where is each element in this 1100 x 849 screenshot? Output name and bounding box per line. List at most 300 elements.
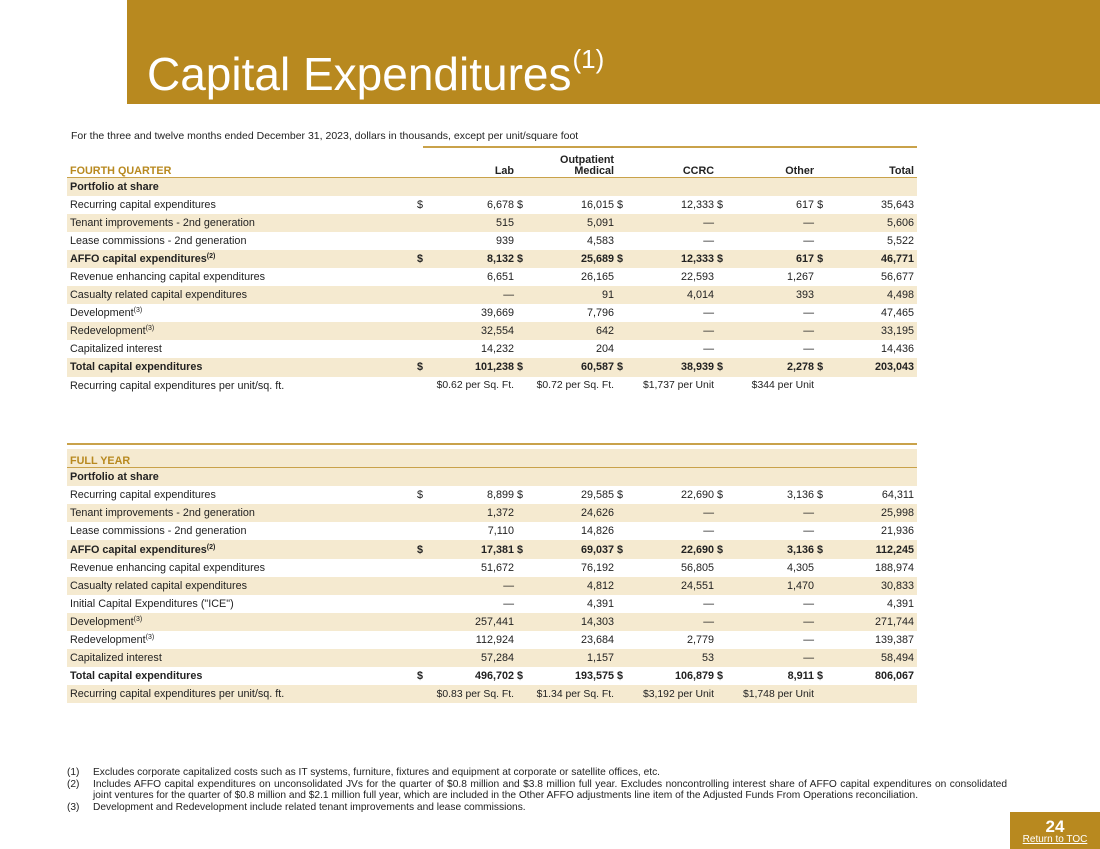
currency-symbol: $ [517,670,524,683]
value-cell: 26,165 [581,271,615,284]
value-cell: 57,284 [480,652,514,665]
currency-symbol [817,613,829,631]
section-divider-line [67,443,917,445]
value-cell: 30,833 [881,579,915,592]
value-cell: 1,157 [586,652,614,665]
value-cell: 939 [496,234,515,247]
currency-symbol [717,268,729,286]
row-label: Lease commissions - 2nd generation [70,234,247,247]
value-cell: 4,391 [887,597,915,610]
per-unit-value: $1.34 per Sq. Ft. [536,688,614,700]
currency-symbol [717,286,729,304]
value-cell: 33,195 [881,325,915,338]
value-cell: 35,643 [881,198,915,211]
currency-symbol [817,522,829,540]
row-label: Capitalized interest [70,652,162,665]
currency-symbol [417,559,429,577]
value-cell: 4,498 [887,289,915,302]
value-cell: 3,136 [786,489,814,502]
currency-symbol [517,232,529,250]
currency-symbol [517,522,529,540]
value-cell: 112,245 [875,543,915,556]
value-cell: 12,333 [681,252,715,265]
table-row [67,286,917,304]
value-cell: 58,494 [881,652,915,665]
value-cell: — [803,615,814,628]
currency-symbol: $ [517,361,524,374]
value-cell: 46,771 [881,252,915,265]
per-unit-row [67,685,917,703]
currency-symbol [517,268,529,286]
currency-symbol [517,595,529,613]
currency-symbol: $ [717,361,724,374]
currency-symbol [417,232,429,250]
currency-symbol: $ [817,252,824,265]
value-cell: 51,672 [480,561,514,574]
currency-symbol [417,468,429,487]
currency-symbol [417,649,429,667]
currency-symbol [717,232,729,250]
value-cell: 21,936 [881,525,915,538]
value-cell: 806,067 [875,670,915,683]
value-cell: 112,924 [475,633,514,646]
currency-symbol [617,504,629,522]
value-cell: 22,593 [681,271,715,284]
currency-symbol [817,304,829,322]
row-label: Portfolio at share [70,180,159,193]
currency-symbol [617,340,629,358]
per-unit-value: $1,748 per Unit [742,688,814,700]
table-row [67,522,917,540]
currency-symbol [517,177,529,196]
value-cell: 106,879 [674,670,714,683]
currency-symbol [617,613,629,631]
column-header-total: Total [889,164,915,177]
currency-symbol [517,214,529,232]
value-cell: 29,585 [580,489,614,502]
value-cell: 204 [596,343,615,356]
currency-symbol [817,595,829,613]
value-cell: 60,587 [581,361,615,374]
currency-symbol [717,522,729,540]
row-label: Portfolio at share [70,471,159,484]
currency-symbol [817,649,829,667]
value-cell: 496,702 [474,670,514,683]
currency-symbol [617,286,629,304]
row-label: Tenant improvements - 2nd generation [70,216,255,229]
value-cell: 53 [701,652,714,665]
value-cell: 4,305 [786,561,814,574]
value-cell: 16,015 [581,198,615,211]
table-row [67,358,917,376]
row-label: Lease commissions - 2nd generation [70,525,247,538]
value-cell: 139,387 [875,633,915,646]
currency-symbol [617,268,629,286]
row-label: Development$^{(3)}$ [70,307,143,320]
value-cell: 25,998 [881,507,915,520]
value-cell: 1,267 [787,271,815,284]
value-cell: 14,232 [480,343,515,356]
table-row [67,322,917,340]
value-cell: 2,779 [686,633,714,646]
table-row [67,595,917,613]
currency-symbol [617,559,629,577]
currency-symbol [817,232,829,250]
table-row [67,649,917,667]
currency-symbol [817,322,829,340]
per-unit-value: $1,737 per Unit [642,380,715,392]
currency-symbol [417,595,429,613]
value-cell: 1,470 [786,579,814,592]
currency-symbol [817,286,829,304]
row-label: Redevelopment$^{(3)}$ [70,633,155,646]
return-to-toc-link[interactable]: Return to TOC [1022,834,1088,845]
currency-symbol: $ [417,670,424,683]
currency-symbol [617,631,629,649]
value-cell: — [803,525,814,538]
row-label: Capitalized interest [70,343,162,356]
value-cell: 203,043 [875,361,915,374]
row-label: Casualty related capital expenditures [70,289,248,302]
value-cell: 14,436 [881,343,915,356]
value-cell [729,177,817,196]
table-row [67,631,917,649]
row-label: Recurring capital expenditures per unit/sq. ft. [70,379,285,392]
table-row [67,196,917,214]
table-row [67,504,917,522]
currency-symbol [417,177,429,196]
currency-symbol [717,340,729,358]
value-cell: 1,372 [486,507,514,520]
currency-symbol [717,177,729,196]
currency-symbol [417,304,429,322]
value-cell: — [503,579,514,592]
currency-symbol [417,214,429,232]
currency-symbol: $ [617,543,624,556]
row-label: Revenue enhancing capital expenditures [70,561,266,574]
value-cell [829,177,917,196]
row-label: Development$^{(3)}$ [70,615,143,628]
value-cell: 25,689 [581,252,615,265]
value-cell: 4,014 [687,289,715,302]
table-row [67,250,917,268]
currency-symbol: $ [517,198,524,211]
currency-symbol: $ [717,543,724,556]
section-divider-line [423,146,917,148]
value-cell: 32,554 [480,325,515,338]
currency-symbol [617,214,629,232]
value-cell: 8,899 [486,489,514,502]
row-label: AFFO capital expenditures$^{(2)}$ [70,543,216,556]
row-label: Recurring capital expenditures per unit/sq. ft. [70,688,285,701]
currency-symbol [817,559,829,577]
currency-symbol [617,522,629,540]
value-cell: 617 [796,198,815,211]
per-unit-value: $3,192 per Unit [642,688,714,700]
value-cell: — [703,343,715,356]
table-row [67,667,917,685]
currency-symbol [717,649,729,667]
value-cell [429,468,517,487]
currency-symbol [417,631,429,649]
value-cell: — [803,507,814,520]
value-cell: 64,311 [881,489,915,502]
value-cell: — [803,597,814,610]
currency-symbol [717,613,729,631]
value-cell: 515 [496,216,515,229]
currency-symbol [417,340,429,358]
full-year-rows [67,468,917,704]
currency-symbol: $ [817,361,824,374]
value-cell: 12,333 [681,198,715,211]
value-cell: — [803,343,815,356]
value-cell: 257,441 [474,615,514,628]
currency-symbol [717,214,729,232]
currency-symbol: $ [417,361,424,374]
currency-symbol [817,631,829,649]
value-cell: 193,575 [574,670,614,683]
value-cell: — [503,289,515,302]
value-cell: — [703,325,715,338]
table-row [67,577,917,595]
currency-symbol: $ [617,252,624,265]
currency-symbol: $ [617,489,624,502]
section-label: FULL YEAR [70,455,131,468]
currency-symbol [517,577,529,595]
row-label: Total capital expenditures [70,670,203,683]
value-cell: — [503,597,514,610]
value-cell [629,468,717,487]
value-cell: 7,110 [487,525,514,538]
table-row [67,340,917,358]
currency-symbol: $ [817,543,824,556]
value-cell: — [703,525,714,538]
value-cell: 4,391 [586,597,614,610]
table-row [67,214,917,232]
table-row [67,232,917,250]
currency-symbol [517,322,529,340]
row-label: AFFO capital expenditures$^{(2)}$ [70,252,216,265]
currency-symbol: $ [817,489,824,502]
currency-symbol [817,177,829,196]
currency-symbol [417,268,429,286]
value-cell: 8,911 [787,670,814,683]
currency-symbol: $ [617,198,624,211]
value-cell: — [703,507,714,520]
per-unit-row [67,377,917,395]
footnote: (1) Excludes corporate capitalized costs such as IT systems, furniture, fixtures and equipment at corporate or satellite offices, etc. [67,767,660,778]
value-cell: 642 [596,325,615,338]
currency-symbol [717,595,729,613]
currency-symbol [617,177,629,196]
table-row [67,613,917,631]
currency-symbol [517,631,529,649]
value-cell: 22,690 [680,489,714,502]
value-cell: — [803,216,815,229]
column-header-outpatient-medical: Outpatient Medical [560,153,615,177]
value-cell: 5,522 [887,234,915,247]
value-cell: 47,465 [881,307,915,320]
value-cell: 76,192 [580,561,614,574]
currency-symbol [617,649,629,667]
row-label: Recurring capital expenditures [70,489,216,502]
row-label: Revenue enhancing capital expenditures [70,271,266,284]
value-cell: 101,238 [474,361,515,374]
currency-symbol [817,268,829,286]
value-cell: — [703,307,715,320]
value-cell: 23,684 [580,633,614,646]
value-cell: 24,626 [580,507,614,520]
value-cell: — [703,216,715,229]
currency-symbol: $ [617,670,624,683]
currency-symbol [617,322,629,340]
currency-symbol [717,559,729,577]
value-cell [729,468,817,487]
column-header-lab: Lab [494,164,515,177]
per-unit-value: $0.62 per Sq. Ft. [436,380,515,392]
footnotes [67,767,1007,813]
currency-symbol [517,504,529,522]
row-label: Initial Capital Expenditures ("ICE") [70,597,234,610]
table-row [67,486,917,504]
currency-symbol: $ [717,198,724,211]
currency-symbol [417,577,429,595]
currency-symbol [817,577,829,595]
currency-symbol: $ [417,252,424,265]
currency-symbol [617,577,629,595]
currency-symbol: $ [517,489,524,502]
report-subtitle: For the three and twelve months ended December 31, 2023, dollars in thousands, except per unit/square foot [71,130,579,142]
currency-symbol: $ [517,543,524,556]
table-row [67,468,917,487]
table-row [67,268,917,286]
value-cell: 56,677 [881,271,915,284]
value-cell: 4,812 [586,579,614,592]
currency-symbol: $ [417,543,424,556]
per-unit-value: $0.72 per Sq. Ft. [536,380,615,392]
value-cell: 5,091 [587,216,615,229]
table-row [67,304,917,322]
per-unit-value: $0.83 per Sq. Ft. [436,688,514,700]
value-cell: 69,037 [580,543,614,556]
currency-symbol [717,468,729,487]
currency-symbol: $ [517,252,524,265]
value-cell: 617 [796,252,815,265]
row-label: Tenant improvements - 2nd generation [70,507,255,520]
value-cell: 8,132 [486,252,515,265]
full-year-table [67,449,917,703]
page-number: 24 [1045,817,1065,836]
currency-symbol [517,649,529,667]
currency-symbol [517,304,529,322]
value-cell: 24,551 [680,579,714,592]
currency-symbol [517,559,529,577]
column-header-other: Other [785,164,815,177]
currency-symbol [417,613,429,631]
section-label: FOURTH QUARTER [70,164,172,177]
column-header-ccrc: CCRC [682,164,715,177]
currency-symbol [417,522,429,540]
currency-symbol [717,504,729,522]
value-cell: — [803,234,815,247]
value-cell: — [703,234,715,247]
footnote: (3) Development and Redevelopment include related tenant improvements and lease commissions. [67,801,526,813]
row-label: Casualty related capital expenditures [70,579,248,592]
currency-symbol [517,468,529,487]
value-cell: — [803,325,815,338]
value-cell [529,468,617,487]
table-row [67,559,917,577]
value-cell: 6,678 [486,198,515,211]
value-cell: — [703,615,714,628]
value-cell: 188,974 [875,561,915,574]
currency-symbol [617,232,629,250]
per-unit-value: $344 per Unit [751,380,815,392]
value-cell [629,177,717,196]
value-cell [829,468,917,487]
value-cell: 7,796 [587,307,615,320]
value-cell: 14,303 [580,615,614,628]
currency-symbol [717,304,729,322]
currency-symbol: $ [417,489,424,502]
currency-symbol [517,613,529,631]
footnote: (2) Includes AFFO capital expenditures on unconsolidated JVs for the quarter of $0.8 million and $3.8 million full year. Excludes noncontrolling interest share of AFFO capital expenditures on consolidated joint ventures for the quarter of $0.8 million and $2.1 million full year, which are included in the Other AFFO adjustments line item of the Adjusted Funds From Operations reconciliation. [67,778,1007,802]
value-cell: 4,583 [587,234,615,247]
currency-symbol [717,631,729,649]
value-cell: 6,651 [486,271,515,284]
currency-symbol [817,504,829,522]
value-cell: 2,278 [787,361,815,374]
currency-symbol [717,322,729,340]
table-row [67,177,917,196]
currency-symbol [617,595,629,613]
currency-symbol [617,304,629,322]
currency-symbol [617,468,629,487]
currency-symbol [517,340,529,358]
currency-symbol [517,286,529,304]
page-badge [1010,812,1100,849]
value-cell: 271,744 [875,615,915,628]
currency-symbol: $ [817,670,824,683]
value-cell: 14,826 [580,525,614,538]
currency-symbol [417,504,429,522]
currency-symbol: $ [717,489,724,502]
row-label: Total capital expenditures [70,361,203,374]
value-cell: 17,381 [480,543,514,556]
value-cell: 22,690 [680,543,714,556]
currency-symbol: $ [817,198,824,211]
currency-symbol [417,322,429,340]
row-label: Redevelopment$^{(3)}$ [70,325,155,338]
value-cell: 5,606 [887,216,915,229]
table-row [67,540,917,558]
value-cell: — [803,652,814,665]
currency-symbol [817,340,829,358]
value-cell: — [703,597,714,610]
fourth-quarter-table [67,150,917,395]
currency-symbol: $ [717,670,724,683]
currency-symbol [717,577,729,595]
value-cell: 3,136 [786,543,814,556]
currency-symbol: $ [617,361,624,374]
value-cell [429,177,517,196]
value-cell: 39,669 [480,307,515,320]
row-label: Recurring capital expenditures [70,198,216,211]
currency-symbol [817,214,829,232]
value-cell: 91 [602,289,615,302]
value-cell: — [803,307,815,320]
currency-symbol [417,286,429,304]
